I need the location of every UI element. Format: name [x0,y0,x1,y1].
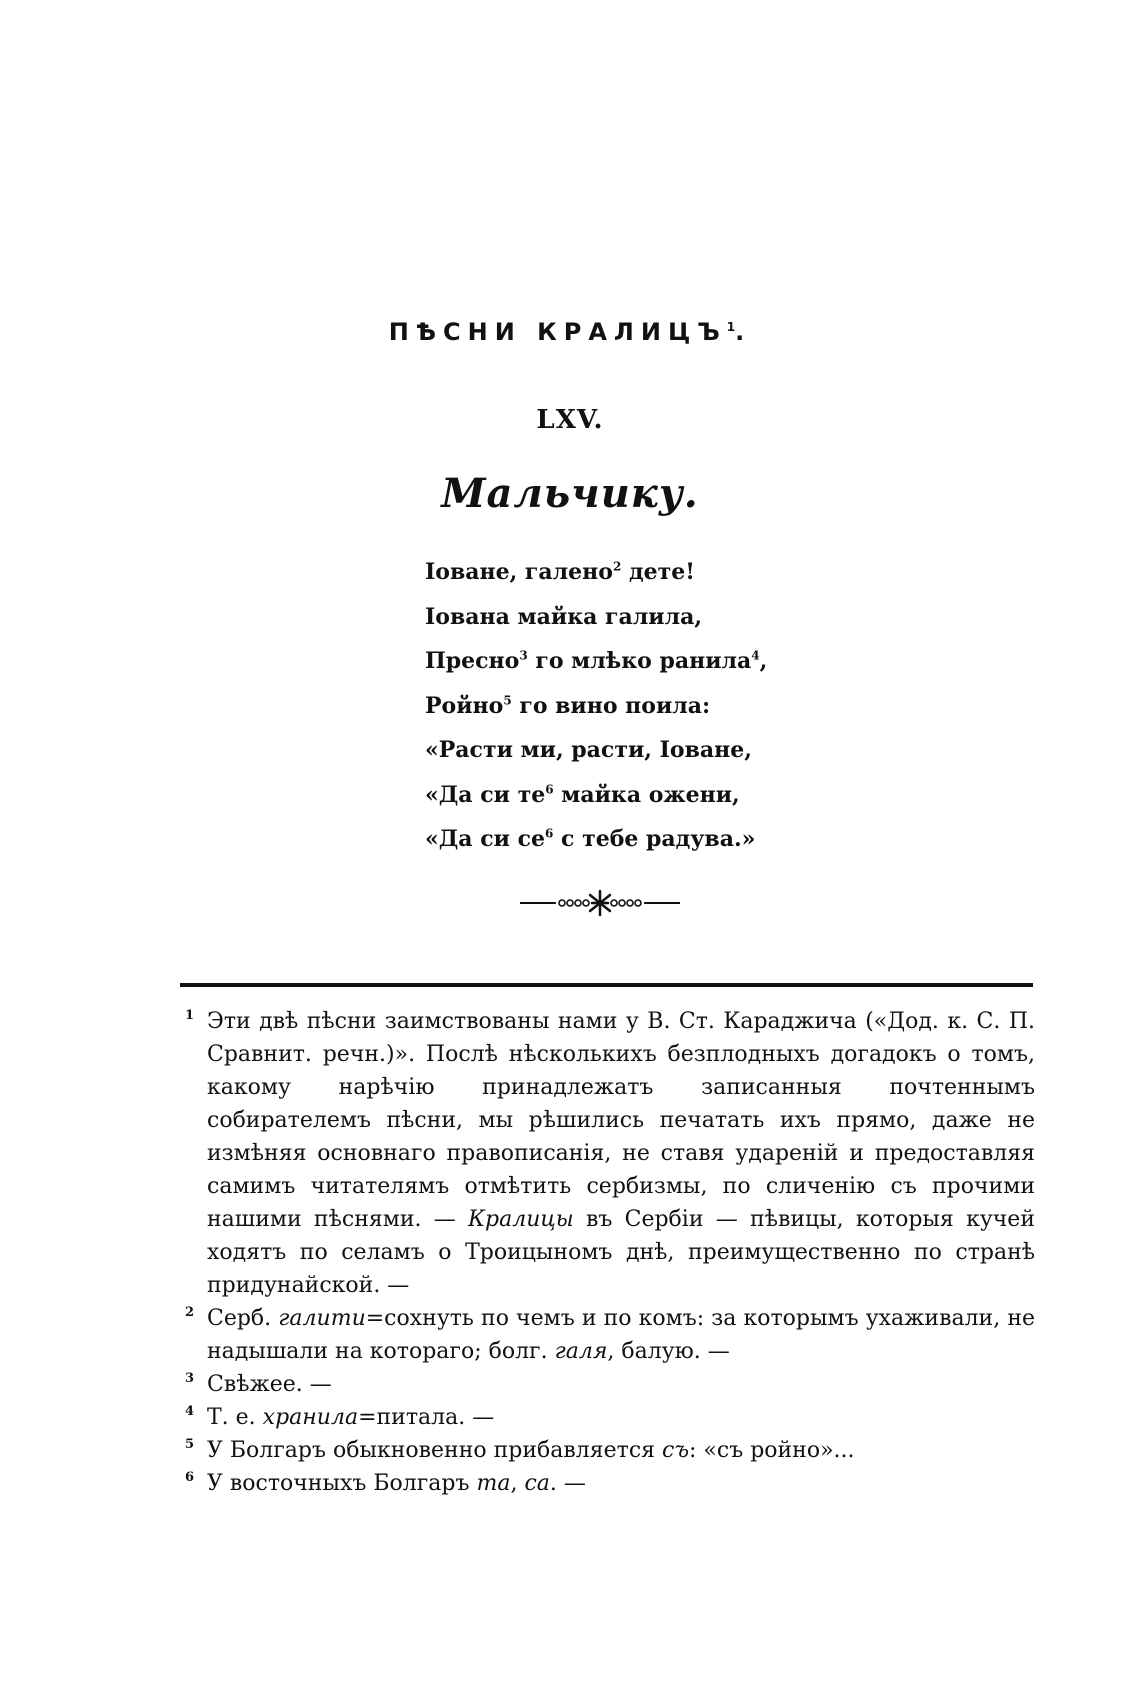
footnote-number: 6 [185,1470,195,1485]
poem-line: Іована майка галила, [425,603,702,630]
poem-line: «Да си $се^6$ с тебе радува.» [425,826,756,852]
footnote: 2 Серб. галити=сохнуть по чемъ и по комъ: за которымъ ухаживали, не надышали на котораго; болг. галя, балую. — [185,1302,1035,1368]
song-number: LXV. [536,405,604,435]
footnote: 4 Т. е. хранила=питала. — [185,1401,1035,1434]
section-title-text: ПѢСНИ КРАЛИЦЪ [388,318,727,346]
ornament-divider [520,888,680,918]
poem-line: «Да си $те^6$ майка ожени, [425,781,740,808]
footnote: 6 У восточныхъ Болгаръ та, са. — [185,1467,1035,1500]
poem-line: Іоване, галено$^2$ дете! [425,559,695,585]
section-title: ПѢСНИ КРАЛИЦЪ$^1$. [388,318,752,346]
footnote-number: 3 [185,1371,195,1386]
poem-line: Ройно$^5$ го вино поила: [425,692,711,719]
footnote: 1 Эти двѣ пѣсни заимствованы нами у В. Ст. Караджича («Дод. к. С. П. Сравнит. речн.)». Послѣ нѣсколькихъ безплодныхъ догадокъ о томъ, какому нарѣчію принадлежатъ записанныя почтеннымъ собирателемъ пѣсни, мы рѣшились печатать ихъ прямо, даже не измѣняя основнаго правописанія, не ставя удареній и предоставляя самимъ читателямъ отмѣтить сербизмы, по сличенію съ прочими нашими пѣснями. — Кралицы въ Сербіи — пѣвицы, которыя кучей ходятъ по селамъ о Троицыномъ днѣ, преимущественно по странѣ придунайской. — [185,1005,1035,1302]
footnote-number: 5 [185,1437,195,1452]
footnotes [185,1005,1035,1500]
footnote-rule [180,983,1033,987]
section-title-footnote-ref: 1 [726,320,736,334]
poem [425,550,875,862]
footnote-number: 4 [185,1404,195,1419]
song-title: Мальчику. [441,470,699,517]
footnote-number: 1 [185,1008,195,1023]
footnote: 5 У Болгаръ обыкновенно прибавляется съ: «съ ройно»... [185,1434,1035,1467]
footnote-number: 2 [185,1305,195,1320]
footnote: 3 Свѣжее. — [185,1368,1035,1401]
poem-line: Пресно$^3$ го млѣко ранила$^4$, [425,648,768,674]
poem-line: «Расти ми, расти, Іоване, [425,737,752,763]
